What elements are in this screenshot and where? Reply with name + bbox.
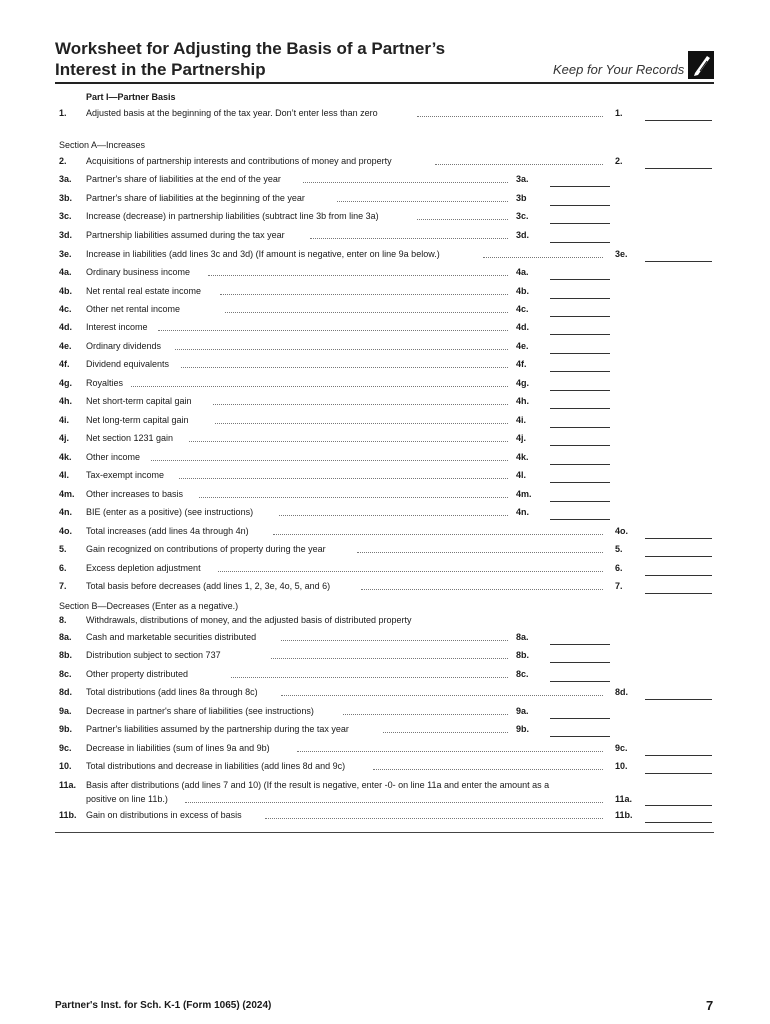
line-ref: 7. — [615, 581, 623, 591]
line-ref: 5. — [615, 544, 623, 554]
line-number: 11a. — [59, 780, 77, 790]
line-ref: 11b. — [615, 810, 633, 820]
dot-leader — [281, 695, 603, 696]
entry-field-3d[interactable] — [550, 242, 610, 243]
dot-leader — [181, 367, 508, 368]
line-number: 4m. — [59, 489, 75, 499]
line-number: 3c. — [59, 211, 72, 221]
dot-leader — [343, 714, 508, 715]
line-label: Gain on distributions in excess of basis — [86, 810, 242, 820]
entry-field-4l[interactable] — [550, 482, 610, 483]
line-ref: 8b. — [516, 650, 530, 660]
entry-field-2[interactable] — [645, 168, 712, 169]
line-8 — [55, 613, 714, 628]
entry-field-7[interactable] — [645, 593, 712, 594]
entry-field-4b[interactable] — [550, 298, 610, 299]
line-3c — [55, 209, 714, 224]
line-number: 3e. — [59, 249, 72, 259]
line-label: Distribution subject to section 737 — [86, 650, 221, 660]
line-number: 9a. — [59, 706, 72, 716]
line-label: Net long-term capital gain — [86, 415, 189, 425]
line-number: 4f. — [59, 359, 70, 369]
line-number: 4h. — [59, 396, 73, 406]
entry-field-9c[interactable] — [645, 755, 712, 756]
line-label: Partner's share of liabilities at the end of the year — [86, 174, 281, 184]
line-ref: 3c. — [516, 211, 529, 221]
entry-field-3b[interactable] — [550, 205, 610, 206]
line-ref: 1. — [615, 108, 623, 118]
line-6 — [55, 561, 714, 576]
dot-leader — [297, 751, 603, 752]
dot-leader — [417, 116, 603, 117]
line-label: Decrease in liabilities (sum of lines 9a and 9b) — [86, 743, 270, 753]
line-label: Gain recognized on contributions of property during the year — [86, 544, 326, 554]
line-label: Total distributions and decrease in liabilities (add lines 8d and 9c) — [86, 761, 346, 771]
line-label: Increase in liabilities (add lines 3c and 3d) (If amount is negative, enter on line 9a below.) — [86, 249, 440, 259]
line-9c — [55, 741, 714, 756]
line-4k — [55, 450, 714, 465]
line-ref: 4i. — [516, 415, 527, 425]
line-number: 9c. — [59, 743, 72, 753]
line-8c — [55, 667, 714, 682]
line-label: Decrease in partner's share of liabilities (see instructions) — [86, 706, 314, 716]
dot-leader — [158, 330, 508, 331]
dot-leader — [213, 404, 508, 405]
line-8b — [55, 648, 714, 663]
dot-leader — [273, 534, 603, 535]
line-8a — [55, 630, 714, 645]
line-label: Partnership liabilities assumed during the tax year — [86, 230, 285, 240]
dot-leader — [231, 677, 508, 678]
line-number: 1. — [59, 108, 67, 118]
line-3a — [55, 172, 714, 187]
line-number: 3a. — [59, 174, 72, 184]
dot-leader — [208, 275, 508, 276]
line-ref: 4h. — [516, 396, 530, 406]
line-label: Net short-term capital gain — [86, 396, 192, 406]
line-11b — [55, 808, 714, 823]
dot-leader — [220, 294, 508, 295]
line-number: 4g. — [59, 378, 73, 388]
entry-field-1[interactable] — [645, 120, 712, 121]
line-ref: 8d. — [615, 687, 629, 697]
line-number: 3b. — [59, 193, 73, 203]
dot-leader — [189, 441, 508, 442]
line-ref: 4b. — [516, 286, 530, 296]
line-ref: 4n. — [516, 507, 530, 517]
line-4m — [55, 487, 714, 502]
entry-field-6[interactable] — [645, 575, 712, 576]
line-ref: 6. — [615, 563, 623, 573]
line-ref: 4g. — [516, 378, 530, 388]
line-ref: 10. — [615, 761, 628, 771]
dot-leader — [199, 497, 508, 498]
dot-leader — [383, 732, 508, 733]
page-number: 7 — [706, 998, 714, 1013]
line-label: Tax-exempt income — [86, 470, 165, 480]
part1-heading: Part I—Partner Basis — [86, 92, 176, 102]
dot-leader — [337, 201, 508, 202]
line-number: 4j. — [59, 433, 70, 443]
line-label: Total distributions (add lines 8a through 8c) — [86, 687, 258, 697]
entry-field-4h[interactable] — [550, 408, 610, 409]
entry-field-4c[interactable] — [550, 316, 610, 317]
line-number: 4l. — [59, 470, 70, 480]
keep-records-note: Keep for Your Records — [553, 62, 685, 77]
line-label: Other property distributed — [86, 669, 189, 679]
line-label: Other income — [86, 452, 141, 462]
line-number: 3d. — [59, 230, 73, 240]
line-label: Excess depletion adjustment — [86, 563, 201, 573]
entry-field-8d[interactable] — [645, 699, 712, 700]
dot-leader — [265, 818, 603, 819]
entry-field-5[interactable] — [645, 556, 712, 557]
entry-field-4a[interactable] — [550, 279, 610, 280]
line-ref: 4c. — [516, 304, 529, 314]
entry-field-9b[interactable] — [550, 736, 610, 737]
line-11a — [55, 778, 714, 808]
line-label: Total basis before decreases (add lines 1, 2, 3e, 4o, 5, and 6) — [86, 581, 331, 591]
entry-field-4d[interactable] — [550, 334, 610, 335]
line-ref: 4l. — [516, 470, 527, 480]
line-number: 4b. — [59, 286, 73, 296]
entry-field-4f[interactable] — [550, 371, 610, 372]
line-number: 8. — [59, 615, 67, 625]
title-line-2: Interest in the Partnership — [55, 60, 266, 79]
line-label: Cash and marketable securities distributed — [86, 632, 257, 642]
line-4i — [55, 413, 714, 428]
entry-field-11b[interactable] — [645, 822, 712, 823]
line-3d — [55, 228, 714, 243]
line-ref: 8c. — [516, 669, 529, 679]
line-number: 8c. — [59, 669, 72, 679]
line-4d — [55, 320, 714, 335]
line-ref: 3e. — [615, 249, 628, 259]
entry-field-11a[interactable] — [645, 805, 712, 806]
entry-field-3e[interactable] — [645, 261, 712, 262]
line-ref: 11a. — [615, 794, 633, 804]
line-label: Ordinary dividends — [86, 341, 162, 351]
line-number: 4k. — [59, 452, 72, 462]
line-4l — [55, 468, 714, 483]
line-3b — [55, 191, 714, 206]
entry-field-4o[interactable] — [645, 538, 712, 539]
dot-leader — [218, 571, 603, 572]
section-a-heading: Section A—Increases — [59, 140, 146, 150]
line-number: 4e. — [59, 341, 72, 351]
line-label: Royalties — [86, 378, 124, 388]
entry-field-8a[interactable] — [550, 644, 610, 645]
line-4c — [55, 302, 714, 317]
line-number: 4o. — [59, 526, 73, 536]
line-ref: 9a. — [516, 706, 529, 716]
dot-leader — [310, 238, 508, 239]
line-label: Acquisitions of partnership interests and contributions of money and property — [86, 156, 392, 166]
line-10 — [55, 759, 714, 774]
dot-leader — [357, 552, 603, 553]
line-4n — [55, 505, 714, 520]
line-2 — [55, 154, 714, 169]
line-label: Partner's share of liabilities at the beginning of the year — [86, 193, 305, 203]
line-ref: 4a. — [516, 267, 529, 277]
dot-leader — [151, 460, 508, 461]
line-4j — [55, 431, 714, 446]
line-label: Withdrawals, distributions of money, and the adjusted basis of distributed property — [86, 615, 412, 625]
line-number: 4i. — [59, 415, 70, 425]
line-number: 10. — [59, 761, 72, 771]
line-number: 5. — [59, 544, 67, 554]
line-ref: 3b — [516, 193, 527, 203]
dot-leader — [483, 257, 603, 258]
line-ref: 3a. — [516, 174, 529, 184]
line-ref: 9b. — [516, 724, 530, 734]
line-label: Interest income — [86, 322, 148, 332]
page-title — [55, 38, 445, 80]
dot-leader — [279, 515, 508, 516]
section-b-heading: Section B—Decreases (Enter as a negative.) — [59, 601, 239, 611]
line-1 — [55, 106, 714, 121]
line-ref: 4k. — [516, 452, 529, 462]
line-ref: 2. — [615, 156, 623, 166]
line-label: Ordinary business income — [86, 267, 191, 277]
line-ref: 4d. — [516, 322, 530, 332]
line-4g — [55, 376, 714, 391]
dot-leader — [179, 478, 508, 479]
dot-leader — [131, 386, 508, 387]
line-ref: 3d. — [516, 230, 530, 240]
line-4h — [55, 394, 714, 409]
line-ref: 4o. — [615, 526, 629, 536]
line-number: 2. — [59, 156, 67, 166]
pencil-icon — [688, 51, 714, 79]
entry-field-4n[interactable] — [550, 519, 610, 520]
line-number: 7. — [59, 581, 67, 591]
line-ref: 9c. — [615, 743, 628, 753]
line-label: BIE (enter as a positive) (see instructions) — [86, 507, 254, 517]
line-8d — [55, 685, 714, 700]
line-label: Net section 1231 gain — [86, 433, 174, 443]
entry-field-10[interactable] — [645, 773, 712, 774]
line-ref: 4e. — [516, 341, 529, 351]
dot-leader — [303, 182, 508, 183]
line-label: Net rental real estate income — [86, 286, 202, 296]
line-3e — [55, 247, 714, 262]
line-label: Total increases (add lines 4a through 4n) — [86, 526, 249, 536]
footer-publication: Partner's Inst. for Sch. K-1 (Form 1065) (2024) — [55, 1000, 272, 1011]
line-number: 8b. — [59, 650, 73, 660]
entry-field-8b[interactable] — [550, 662, 610, 663]
dot-leader — [281, 640, 508, 641]
dot-leader — [435, 164, 603, 165]
line-number: 8a. — [59, 632, 72, 642]
line-7 — [55, 579, 714, 594]
entry-field-3a[interactable] — [550, 186, 610, 187]
line-label: Dividend equivalents — [86, 359, 170, 369]
line-ref: 4j. — [516, 433, 527, 443]
dot-leader — [225, 312, 508, 313]
entry-field-4g[interactable] — [550, 390, 610, 391]
line-number: 6. — [59, 563, 67, 573]
line-4a — [55, 265, 714, 280]
line-5 — [55, 542, 714, 557]
line-label: Other net rental income — [86, 304, 181, 314]
line-4b — [55, 284, 714, 299]
footer-rule — [55, 832, 714, 833]
line-9a — [55, 704, 714, 719]
line-number: 4a. — [59, 267, 72, 277]
dot-leader — [185, 802, 603, 803]
entry-field-8c[interactable] — [550, 681, 610, 682]
line-label-continued: positive on line 11b.) — [86, 794, 168, 804]
dot-leader — [417, 219, 508, 220]
entry-field-4k[interactable] — [550, 464, 610, 465]
dot-leader — [175, 349, 508, 350]
entry-field-4i[interactable] — [550, 427, 610, 428]
entry-field-9a[interactable] — [550, 718, 610, 719]
line-ref: 4m. — [516, 489, 532, 499]
line-number: 4n. — [59, 507, 73, 517]
line-number: 8d. — [59, 687, 73, 697]
header-rule — [55, 82, 714, 84]
entry-field-3c[interactable] — [550, 223, 610, 224]
line-label: Partner's liabilities assumed by the partnership during the tax year — [86, 724, 349, 734]
line-ref: 4f. — [516, 359, 527, 369]
line-label: Increase (decrease) in partnership liabilities (subtract line 3b from line 3a) — [86, 211, 379, 221]
dot-leader — [361, 589, 603, 590]
line-label: Other increases to basis — [86, 489, 184, 499]
dot-leader — [373, 769, 603, 770]
entry-field-4e[interactable] — [550, 353, 610, 354]
line-4f — [55, 357, 714, 372]
entry-field-4j[interactable] — [550, 445, 610, 446]
line-number: 11b. — [59, 810, 77, 820]
line-number: 9b. — [59, 724, 73, 734]
line-number: 4c. — [59, 304, 72, 314]
line-number: 4d. — [59, 322, 73, 332]
dot-leader — [271, 658, 508, 659]
line-ref: 8a. — [516, 632, 529, 642]
dot-leader — [215, 423, 508, 424]
line-label: Basis after distributions (add lines 7 and 10) (If the result is negative, enter -0- on line 11a and enter the amount as a — [86, 780, 550, 790]
line-4o — [55, 524, 714, 539]
title-line-1: Worksheet for Adjusting the Basis of a Partner’s — [55, 39, 446, 58]
line-4e — [55, 339, 714, 354]
line-label: Adjusted basis at the beginning of the tax year. Don’t enter less than zero — [86, 108, 378, 118]
line-9b — [55, 722, 714, 737]
entry-field-4m[interactable] — [550, 501, 610, 502]
